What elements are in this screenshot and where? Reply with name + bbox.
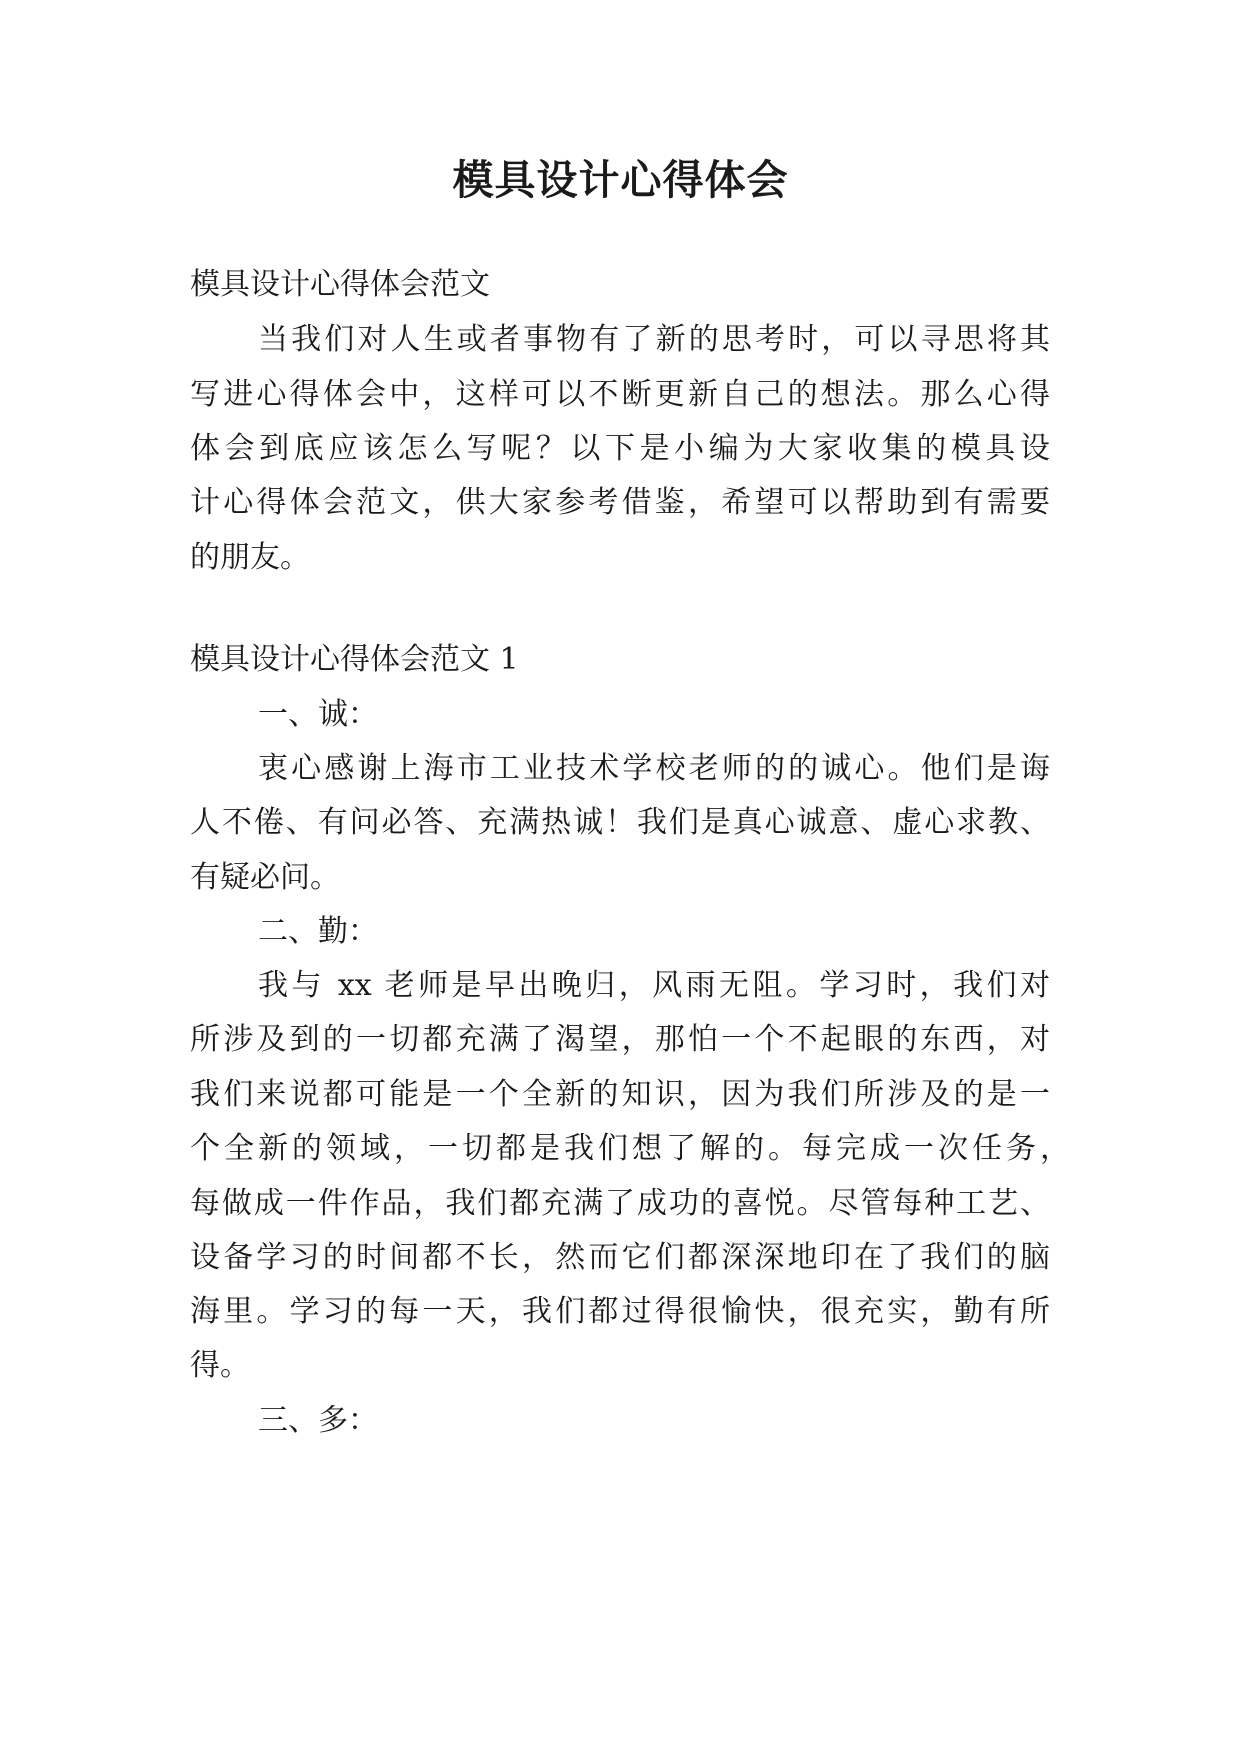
subheading-3: 三、多： [258, 1403, 378, 1438]
paragraph-2-line-5: 每做成一件作品，我们都充满了成功的喜悦。尽管每种工艺、 [190, 1186, 1050, 1221]
intro-paragraph-line-1: 当我们对人生或者事物有了新的思考时，可以寻思将其 [258, 322, 1050, 357]
intro-heading: 模具设计心得体会范文 [190, 267, 490, 302]
paragraph-1-line-3: 有疑必问。 [190, 860, 340, 895]
paragraph-2-line-2: 所涉及到的一切都充满了渴望，那怕一个不起眼的东西，对 [190, 1022, 1050, 1057]
paragraph-2-line-7: 海里。学习的每一天，我们都过得很愉快，很充实，勤有所 [190, 1294, 1050, 1329]
paragraph-2-line-1: 我与 xx 老师是早出晚归，风雨无阻。学习时，我们对 [258, 968, 1050, 1003]
paragraph-2-line-3: 我们来说都可能是一个全新的知识，因为我们所涉及的是一 [190, 1077, 1050, 1112]
section-heading: 模具设计心得体会范文 1 [190, 642, 519, 677]
intro-paragraph-line-4: 计心得体会范文，供大家参考借鉴，希望可以帮助到有需要 [190, 485, 1050, 520]
paragraph-2-line-4: 个全新的领域，一切都是我们想了解的。每完成一次任务， [190, 1131, 1070, 1166]
paragraph-2-line-8: 得。 [190, 1348, 250, 1383]
subheading-1: 一、诚： [258, 697, 378, 732]
subheading-2: 二、勤： [258, 914, 378, 949]
intro-paragraph-line-2: 写进心得体会中，这样可以不断更新自己的想法。那么心得 [190, 377, 1050, 412]
intro-paragraph-line-5: 的朋友。 [190, 540, 310, 575]
paragraph-1-line-1: 衷心感谢上海市工业技术学校老师的的诚心。他们是诲 [258, 751, 1050, 786]
document-title: 模具设计心得体会 [452, 156, 789, 204]
paragraph-1-line-2: 人不倦、有问必答、充满热诚！我们是真心诚意、虚心求教、 [190, 805, 1050, 840]
intro-paragraph-line-3: 体会到底应该怎么写呢？以下是小编为大家收集的模具设 [190, 431, 1050, 466]
paragraph-2-line-6: 设备学习的时间都不长，然而它们都深深地印在了我们的脑 [190, 1240, 1050, 1275]
